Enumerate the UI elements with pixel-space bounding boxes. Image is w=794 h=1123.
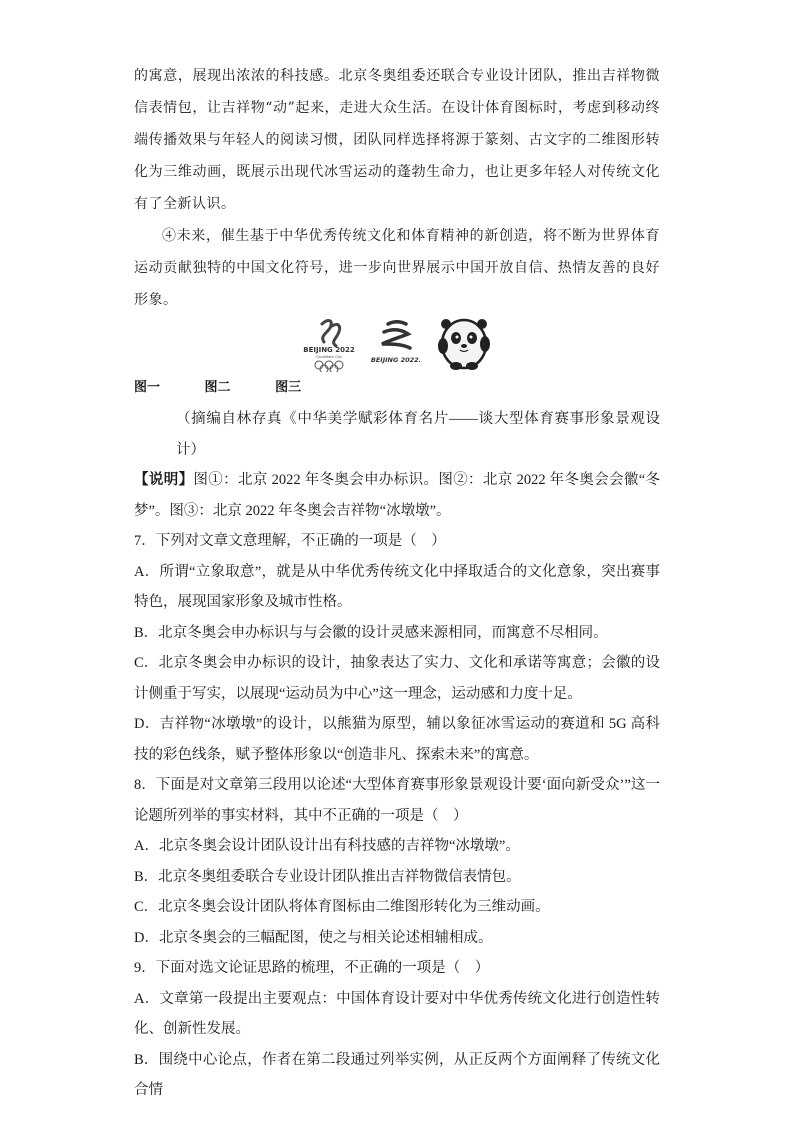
answer-option: B．北京冬奥会申办标识与与会徽的设计灵感来源相同，而寓意不尽相同。 <box>134 624 608 641</box>
answer-option: C．北京冬奥会申办标识的设计，抽象表达了实力、文化和承诺等寓意；会徽的设计侧重于写实，以展现“运动员为中心”这一理念，运动感和力度十足。 <box>134 655 660 702</box>
source-citation: （摘编自林存真《中华美学赋彩体育名片——谈大型体育赛事形象景观设计） <box>176 411 660 458</box>
emblem-image <box>368 314 424 372</box>
figure-captions <box>134 376 323 395</box>
note-label: 【说明】 <box>134 472 194 488</box>
question-stem: 9．下面对选文论证思路的梳理，不正确的一项是（ ） <box>134 960 490 976</box>
question-stem: 7．下列对文章文意理解，不正确的一项是（ ） <box>134 533 446 549</box>
answer-option: A．文章第一段提出主要观点：中国体育设计要对中华优秀传统文化进行创造性转化、创新性发展。 <box>134 990 660 1037</box>
answer-option: A．北京冬奥会设计团队设计出有科技感的吉祥物“冰墩墩”。 <box>134 838 520 854</box>
article-passage <box>134 60 660 316</box>
passage-paragraph: ④未来，催生基于中华优秀传统文化和体育精神的新创造，将不断为世界体育运动贡献独特的中国文化符号，进一步向世界展示中国开放自信、热情友善的良好形象。 <box>134 228 660 308</box>
emblem-text: BEIJING 2022. <box>370 356 422 364</box>
figure-note <box>134 465 660 526</box>
caption-figure-1: 图一 <box>134 380 161 395</box>
passage-paragraph: 的寓意，展现出浓浓的科技感。北京冬奥组委还联合专业设计团队，推出吉祥物微信表情包，让吉祥物“动”起来，走进大众生活。在设计体育图标时，考虑到移动终端传播效果与年轻人的阅读习惯，团队同样选择将源于篆刻、古文字的二维图形转化为三维动画，既展示出现代冰雪运动的蓬勃生命力，也让更多年轻人对传统文化有了全新认识。 <box>134 68 660 212</box>
bid-logo-text: BEIJING 2022 <box>303 346 355 354</box>
bid-logo-image <box>298 314 360 372</box>
document-body <box>134 404 660 1106</box>
answer-option: C．北京冬奥会设计团队将体育图标由二维图形转化为三维动画。 <box>134 899 550 915</box>
answer-option: B．北京冬奥组委联合专业设计团队推出吉祥物微信表情包。 <box>134 868 521 885</box>
answer-option: A．所谓“立象取意”，就是从中华优秀传统文化中择取适合的文化意象，突出赛事特色，展现国家形象及城市性格。 <box>134 563 660 610</box>
caption-figure-3: 图三 <box>275 380 302 395</box>
answer-option: D．北京冬奥会的三幅配图，使之与相关论述相辅相成。 <box>134 929 493 946</box>
note-text: 图①：北京 2022 年冬奥会申办标识。图②：北京 2022 年冬奥会会徽“冬梦”。图③：北京 2022 年冬奥会吉祥物“冰墩墩”。 <box>134 472 660 519</box>
bid-logo-subtext: Candidate City <box>316 355 342 359</box>
figure-row <box>298 314 498 372</box>
caption-figure-2: 图二 <box>204 380 231 395</box>
answer-option: B．围绕中心论点，作者在第二段通过列举实例，从正反两个方面阐释了传统文化合情 <box>134 1051 660 1098</box>
answer-option: D．吉祥物“冰墩墩”的设计，以熊猫为原型，辅以象征冰雪运动的赛道和 5G 高科技的彩色线条，赋予整体形象以“创造非凡、探索未来”的寓意。 <box>134 716 660 763</box>
question-stem: 8．下面是对文章第三段用以论述“大型体育赛事形象景观设计要‘面向新受众’”这一论题所列举的事实材料，其中不正确的一项是（ ） <box>134 777 660 824</box>
mascot-image <box>434 314 494 372</box>
